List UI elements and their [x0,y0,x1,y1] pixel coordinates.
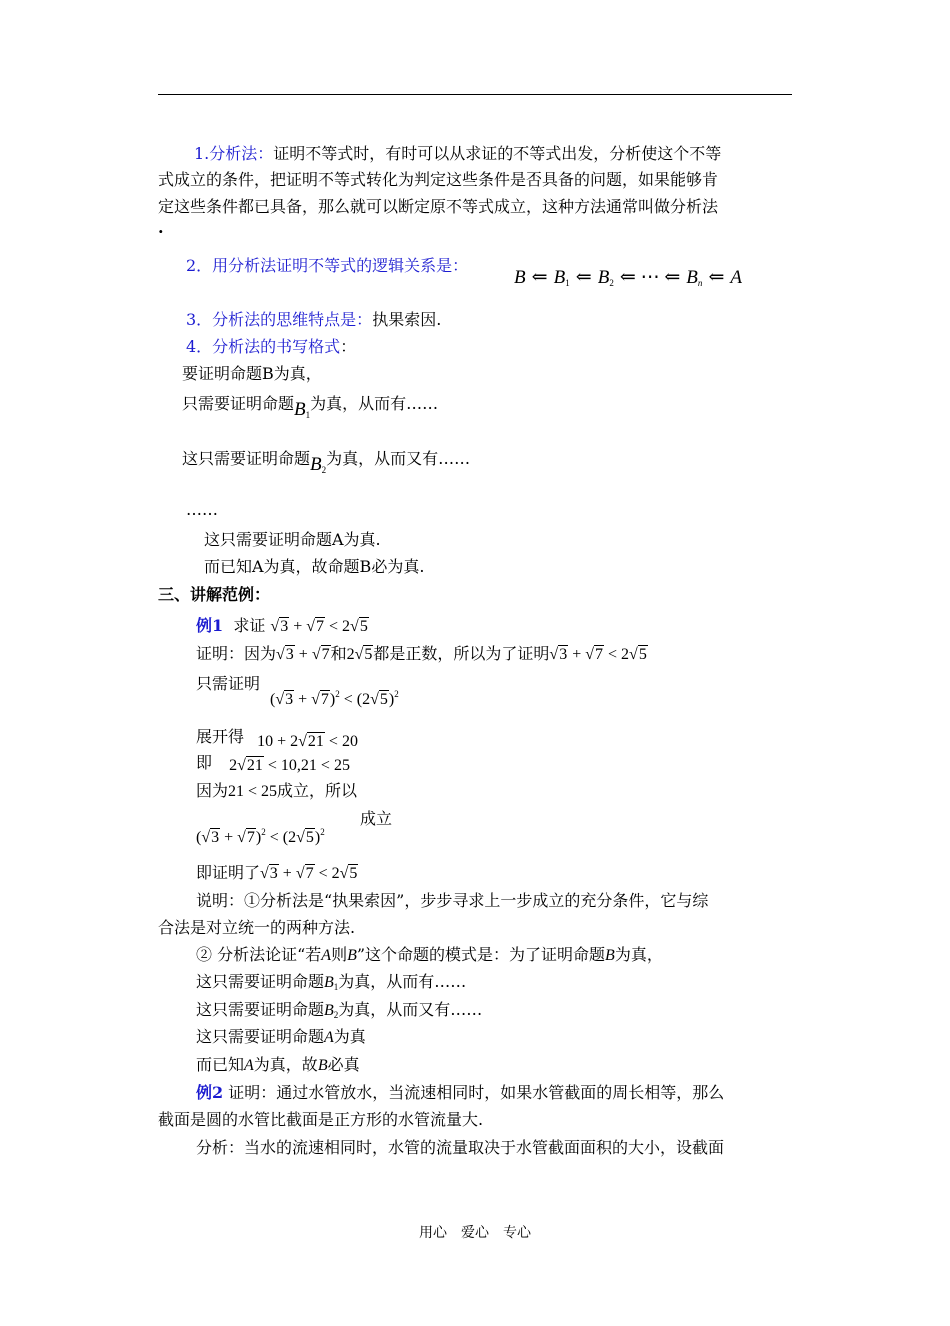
p1-line-2: 式成立的条件，把证明不等式转化为判定这些条件是否具备的问题，如果能够肯 [158,170,719,189]
ex1-conclusion-formula: $(√3 + √7)^2 < (2√5)^2$ [196,827,325,846]
p1-line-4: . [158,218,164,237]
p1-label: 分析法 [209,144,258,163]
ex1-label: 例1 [196,616,224,635]
ex2-line-2: 截面是圆的水管比截面是正方形的水管流量大. [158,1110,484,1129]
header-rule [158,94,792,95]
note-line-1: 说明：①分析法是“执果索因”，步步寻求上一步成立的充分条件，它与综 [196,891,709,910]
p4-line-1: 要证明命题B为真， [182,364,322,383]
note-line-2: 合法是对立统一的两种方法. [158,918,356,937]
ex1-because-line: 因为21 < 25成立，所以 [196,781,358,800]
page-footer: 用心 爱心 专心 [419,1225,531,1241]
note-line-4: 这只需要证明命题$B_1$为真，从而有…… [196,972,467,992]
p3-text: 执果索因. [372,310,442,329]
ex1-holds: 成立 [360,809,393,828]
note-line-7: 而已知A为真，故B必真 [196,1055,360,1074]
ex2-label: 例2 [196,1083,224,1102]
ex2-line-3: 分析：当水的流速相同时，水管的流量取决于水管截面面积的大小，设截面 [196,1138,725,1157]
ex1-need-formula: $(√3 + √7)^2 < (2√5)^2$ [270,689,399,708]
ex1-proved-line: 即证明了√3 + √7 < 2√5 [196,863,358,882]
p4-line-4: …… [186,500,218,519]
ex1-ji-line: 即 2√21 < 10,21 < 25 [196,753,350,774]
p4-label: 4．分析法的书写格式 [186,337,341,356]
note-line-6: 这只需要证明命题A为真 [196,1027,366,1046]
p1-line-1: 1.分析法：证明不等式时，有时可以从求证的不等式出发，分析使这个不等 [194,144,722,163]
note-line-5: 这只需要证明命题$B_2$为真，从而又有…… [196,1000,483,1020]
p4-line-5: 这只需要证明命题A为真. [204,530,381,549]
section-3-heading: 三、讲解范例： [158,585,271,604]
p4-line-6: 而已知A为真，故命题B必为真. [204,557,425,576]
ex2-line-1: 例2 证明：通过水管放水，当流速相同时，如果水管截面的周长相等，那么 [196,1083,725,1102]
p4-label-line: 4．分析法的书写格式： [186,337,357,356]
ex1-proof-line: 证明：因为√3 + √7和2√5都是正数，所以为了证明√3 + √7 < 2√5 [196,644,647,663]
logic-formula: B ⇐ $B_1$ ⇐ $B_2$ ⇐ ⋯ ⇐ $B_n$ ⇐ A [514,267,743,288]
note-line-3: ② 分析法论证“若A则B”这个命题的模式是：为了证明命题B为真， [196,945,663,964]
p4-line-3: 这只需要证明命题$B_2$为真，从而又有…… [182,449,471,475]
p3-label: 3．分析法的思维特点是： [186,310,373,329]
ex1-need-line: 只需证明 [196,674,261,693]
ex1-claim-formula: √3 + √7 < 2√5 [270,618,368,635]
ex1-claim-line: 例1 求证 √3 + √7 < 2√5 [196,616,368,635]
p1-line-3: 定这些条件都已具备，那么就可以断定原不等式成立，这种方法通常叫做分析法 [158,197,719,216]
p2-label: 2．用分析法证明不等式的逻辑关系是： [186,256,469,275]
p3-line [186,310,441,330]
p1-number: 1. [194,144,210,163]
p1-text: 证明不等式时，有时可以从求证的不等式出发，分析使这个不等 [273,144,722,163]
p4-line-2: 只需要证明命题$B_1$为真，从而有…… [182,394,439,420]
ex1-expand-line: 展开得 10 + 2√21 < 20 [196,727,358,750]
